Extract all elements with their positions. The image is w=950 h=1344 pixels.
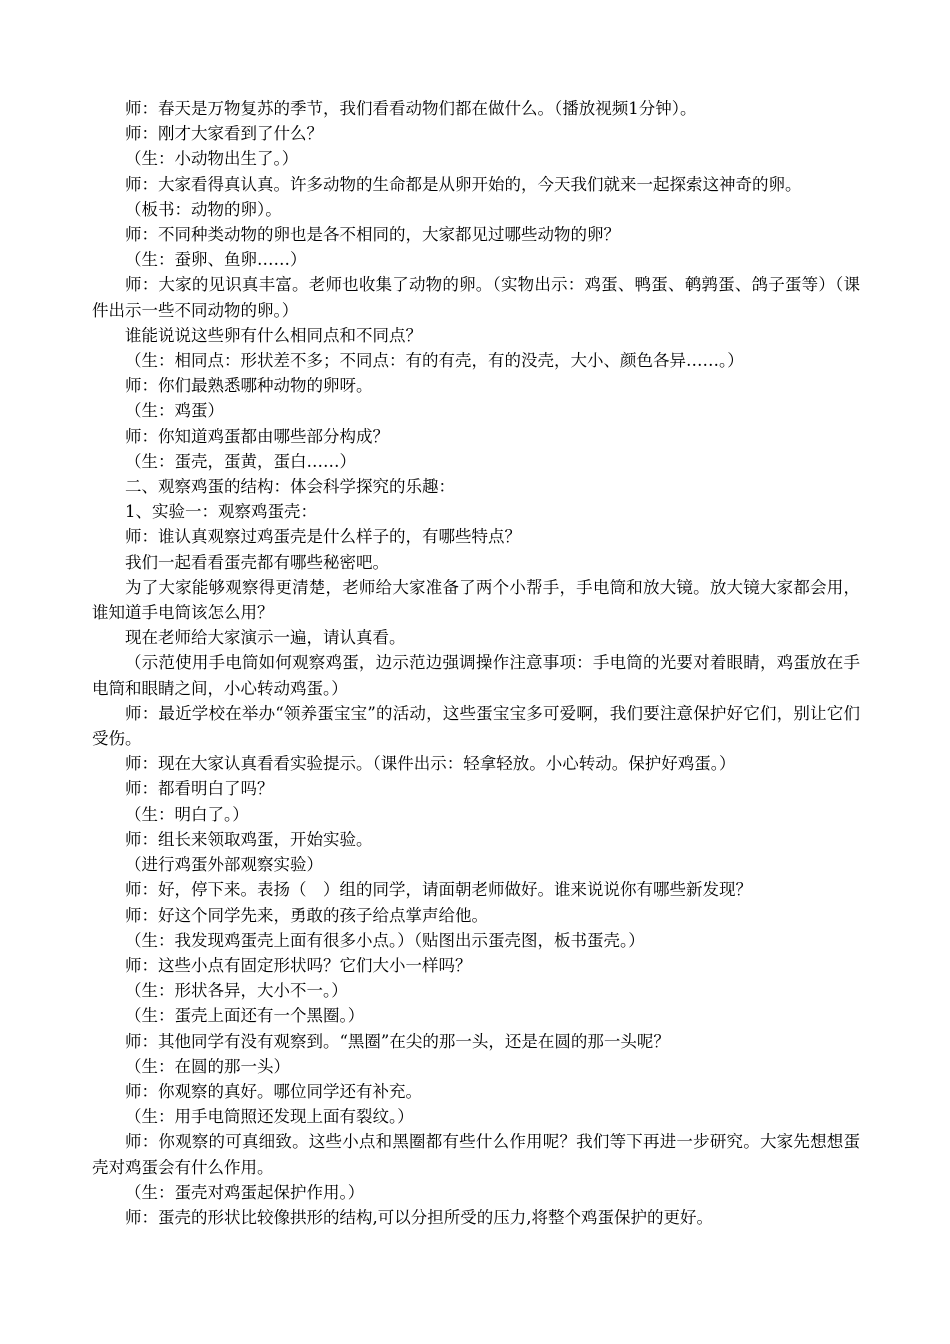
- paragraph-20: 现在老师给大家演示一遍，请认真看。: [125, 628, 406, 648]
- paragraph-6: 师：不同种类动物的卵也是各不相同的，大家都见过哪些动物的卵？: [125, 225, 620, 245]
- paragraph-7: （生：蚕卵、鱼卵……）: [125, 250, 307, 270]
- paragraph-3: （生：小动物出生了。）: [125, 149, 299, 169]
- paragraph-39: （生：蛋壳对鸡蛋起保护作用。）: [125, 1182, 365, 1202]
- paragraph-21: （示范使用手电筒如何观察鸡蛋，边示范边强调操作注意事项：手电筒的光要对着眼睛，鸡蛋放在手电筒和眼睛之间，小心转动鸡蛋。）: [92, 653, 860, 698]
- paragraph-19: 为了大家能够观察得更清楚，老师给大家准备了两个小帮手，手电筒和放大镜。放大镜大家都会用，谁知道手电筒该怎么用？: [92, 577, 860, 623]
- paragraph-18: 我们一起看看蛋壳都有哪些秘密吧。: [125, 552, 389, 572]
- paragraph-33: （生：蛋壳上面还有一个黑圈。）: [125, 1006, 365, 1026]
- paragraph-29: 师：好这个同学先来，勇敢的孩子给点掌声给他。: [125, 905, 488, 925]
- paragraph-22: 师：最近学校在举办“领养蛋宝宝”的活动，这些蛋宝宝多可爱啊，我们要注意保护好它们，别让它们受伤。: [92, 703, 860, 749]
- paragraph-13: 师：你知道鸡蛋都由哪些部分构成？: [125, 426, 389, 446]
- paragraph-5: （板书：动物的卵）。: [125, 199, 282, 219]
- paragraph-10: （生：相同点：形状差不多；不同点：有的有壳，有的没壳，大小、颜色各异……。）: [125, 351, 744, 371]
- paragraph-14: （生：蛋壳，蛋黄，蛋白……）: [125, 451, 356, 471]
- paragraph-4: 师：大家看得真认真。许多动物的生命都是从卵开始的，今天我们就来一起探索这神奇的卵。: [125, 174, 802, 194]
- paragraph-30: （生：我发现鸡蛋壳上面有很多小点。）（贴图出示蛋壳图，板书蛋壳。）: [125, 930, 645, 950]
- paragraph-1: 师：春天是万物复苏的季节，我们看看动物们都在做什么。（播放视频1分钟）。: [125, 99, 697, 118]
- paragraph-40: 师：蛋壳的形状比较像拱形的结构,可以分担所受的压力,将整个鸡蛋保护的更好。: [125, 1207, 713, 1227]
- paragraph-17: 师：谁认真观察过鸡蛋壳是什么样子的，有哪些特点？: [125, 527, 521, 547]
- paragraph-2: 师：刚才大家看到了什么？: [125, 124, 323, 144]
- paragraph-24: 师：都看明白了吗？: [125, 779, 274, 799]
- paragraph-23: 师：现在大家认真看看实验提示。（课件出示：轻拿轻放。小心转动。保护好鸡蛋。）: [125, 754, 736, 774]
- paragraph-26: 师：组长来领取鸡蛋，开始实验。: [125, 829, 373, 849]
- experiment-heading: 1、实验一：观察鸡蛋壳：: [125, 502, 317, 522]
- paragraph-25: （生：明白了。）: [125, 804, 249, 824]
- paragraph-8: 师：大家的见识真丰富。老师也收集了动物的卵。（实物出示：鸡蛋、鸭蛋、鹌鹑蛋、鸽子蛋等）（课件出示一些不同动物的卵。）: [92, 275, 860, 320]
- paragraph-37: （生：用手电筒照还发现上面有裂纹。）: [125, 1107, 414, 1127]
- paragraph-38: 师：你观察的可真细致。这些小点和黑圈都有些什么作用呢？我们等下再进一步研究。大家先想想蛋壳对鸡蛋会有什么作用。: [92, 1132, 860, 1177]
- paragraph-31: 师：这些小点有固定形状吗？它们大小一样吗？: [125, 955, 472, 975]
- section-heading: 二、观察鸡蛋的结构：体会科学探究的乐趣：: [125, 477, 455, 497]
- paragraph-12: （生：鸡蛋）: [125, 401, 224, 421]
- paragraph-27: （进行鸡蛋外部观察实验）: [125, 855, 323, 875]
- paragraph-11: 师：你们最熟悉哪种动物的卵呀。: [125, 376, 373, 396]
- paragraph-36: 师：你观察的真好。哪位同学还有补充。: [125, 1081, 422, 1101]
- paragraph-35: （生：在圆的那一头）: [125, 1056, 290, 1076]
- paragraph-32: （生：形状各异，大小不一。）: [125, 981, 348, 1001]
- paragraph-28: 师：好，停下来。表扬（ ）组的同学，请面朝老师做好。谁来说说你有哪些新发现？: [125, 880, 752, 900]
- paragraph-9: 谁能说说这些卵有什么相同点和不同点？: [125, 325, 422, 345]
- document-page: [92, 96, 860, 1230]
- paragraph-34: 师：其他同学有没有观察到。“黑圈”在尖的那一头，还是在圆的那一头呢？: [125, 1031, 670, 1051]
